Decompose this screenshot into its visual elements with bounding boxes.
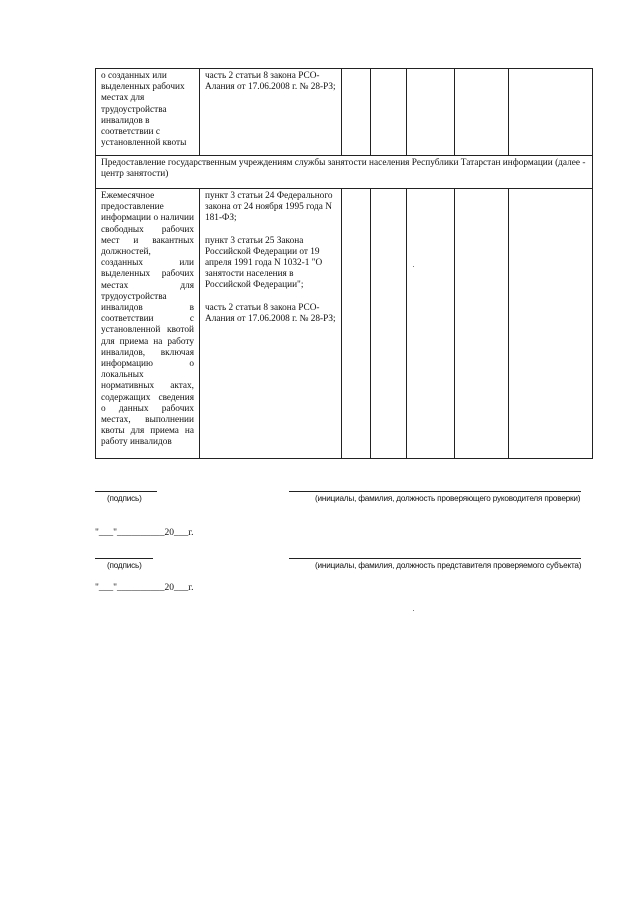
scan-speck [413,266,414,267]
empty-cell [407,69,455,156]
inspection-table [95,68,593,459]
empty-cell [342,69,371,156]
section-header: Предоставление государственным учреждениям службы занятости населения Республики Татарстан информации (далее - центр занятости) [96,156,593,189]
empty-cell [455,189,509,459]
signature-description: (инициалы, фамилия, должность представителя проверяемого субъекта) [315,561,582,570]
empty-cell [509,189,593,459]
legal-reference-cell [200,189,342,459]
empty-cell [407,189,455,459]
legal-ref-1: пункт 3 статьи 24 Федерального закона от 24 ноября 1995 года N 181-ФЗ; [205,191,333,224]
requirement-cell: о созданных или выделенных рабочих местах для трудоустройства инвалидов в соответствии с установленной квоты [96,69,200,156]
date-field: "___"__________20___г. [95,583,194,593]
empty-cell [371,69,407,156]
legal-ref-2: пункт 3 статьи 25 Закона Российской Федерации от 19 апреля 1991 года N 1032-1 "О занятости населения в Российской Федерации"; [205,235,323,291]
empty-cell [371,189,407,459]
empty-cell [509,69,593,156]
legal-ref-3: часть 2 статьи 8 закона РСО-Алания от 17.06.2008 г. № 28-РЗ; [205,302,336,324]
signature-description: (инициалы, фамилия, должность проверяющего руководителя проверки) [315,494,581,503]
section-header-row [96,156,593,189]
empty-cell [455,69,509,156]
table-row [96,189,593,459]
name-position-line [289,491,581,492]
table-row [96,69,593,156]
date-field: "___"__________20___г. [95,528,194,538]
requirement-cell: Ежемесячное предоставление информации о наличии свободных рабочих мест и вакантных должностей, созданных или выделенных рабочих местах для трудоустройства инвалидов в соответствии с установленной квотой для приема на работу инвалидов, включая информацию о локальных нормативных актах, содержащих сведения о данных рабочих местах, выполнении квоты для приема на работу инвалидов [96,189,200,459]
empty-cell [342,189,371,459]
scan-speck [413,610,414,611]
legal-reference-cell: часть 2 статьи 8 закона РСО-Алания от 17.06.2008 г. № 28-РЗ; [200,69,342,156]
signature-line [95,491,157,492]
signature-label: (подпись) [107,494,142,503]
name-position-line [289,558,581,559]
signature-label: (подпись) [107,561,142,570]
signature-line [95,558,153,559]
